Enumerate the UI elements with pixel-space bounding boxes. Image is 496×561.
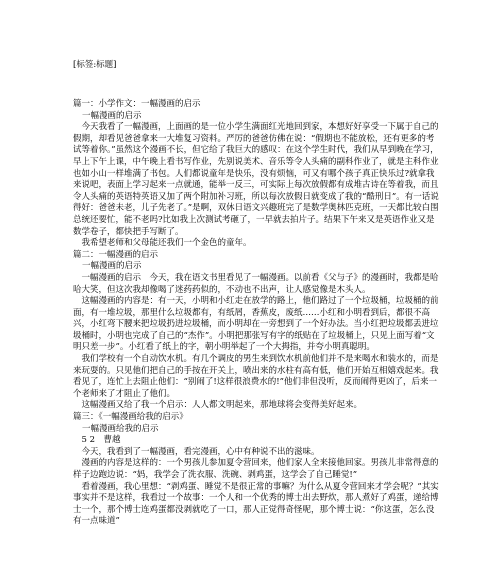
article-body <box>73 99 439 528</box>
section-subtitle: 一幅漫画的启示 <box>82 110 142 121</box>
paragraph: 今天我看了一幅漫画，上面画的是一位小学生满面红光地回到家，本想好好享受一下属于自己的假期，却看见爸爸拿来一大堆复习资料。严厉的爸爸仿佛在说：“假期也不能放松，还有更多的考试等着你。”虽然这个漫画不长，但它给了我巨大的感叹：在这个学生时代，我们从早到晚在学习，早上下午上课，中午晚上看书写作业，先别说美术、音乐等令人头痛的副科作业了，就是主科作业也如小山一样堆满了书包。人们都说童年是快乐，没有烦恼，可又有哪个孩子真正快乐过?就拿我来说吧，表面上学习起来一点就通，能举一反三，可实际上每次放假都有成堆古诗在等着我，而且令人头痛的英语特英语又加了两个附加补习班，所以每次放假日就变成了我的“酷刑日”。有一话说得好：爸爸未老，儿子先老了。”是啊，双休日语文兴趣班完了是数学奥林匹克班，一天都比较白围总统还要忙，能不老吗?比如我上次测试考砸了，一早就去拍片子。结果下午来又是英语作业又是数学卷子，都快把手写断了。 <box>73 122 439 237</box>
section-heading: 篇三：《一幅漫画给我的启示》 <box>73 412 188 423</box>
paragraph: 5 2 曹越 <box>73 435 121 446</box>
section-subtitle: 一幅漫画的启示 <box>82 261 142 272</box>
paragraph: 看着漫画，我心里想：“剥鸡蛋、睡觉不是很正常的事嘛？为什么从夏令营回来才学会呢？”其实事实并不是这样，我看过一个故事：一个人和一个优秀的博士出去野炊，那人煮好了鸡蛋，递给博士一个，那个博士连鸡蛋都没剥就吃了一口，那人正觉得奇怪呢，那个博士说：“你这蛋，怎么没有一点味道” <box>73 481 439 527</box>
paragraph: 这幅漫画的内容是：有一天，小明和小红走在放学的路上，他们路过了一个垃圾桶，垃圾桶的前面，有一堆垃圾，那里什么垃圾都有，有纸屑，香蕉皮，废纸……小红和小明看到后，都很不高兴，小红弯下腰来把垃圾扔进垃圾桶，而小明却在一旁想到了一个好办法。当小红把垃圾都丢进垃圾桶时，小明也完成了自己的“杰作”。小明把那张写有字的纸贴在了垃圾桶上，只见上面写着“文明只差一步”。小红看了纸上的字，朝小明举起了一个大拇指，并夸小明真聪明。 <box>73 296 439 353</box>
paragraph: 我们学校有一个自动饮水机。有几个调皮的男生来到饮水机前他们并不是来喝水和装水的，而是来玩耍的。只见他们把自己的手按在开关上，喷出来的水柱有高有低，他们开始互相嬉戏起来。我看见了，连忙上去阻止他们：“别闹了!这样很浪费水的!”他们非但没听，反而闹得更凶了，后来一个老师来了才阻止了他们。 <box>73 354 439 399</box>
paragraph: 漫画的内容是这样的：一个男孩儿参加夏令营回来，他们家人全来接他回家。男孩儿非常得意的样子边跑边说：“妈，我学会了洗衣服、洗碗、剥鸡蛋，这学会了自己睡觉!” <box>73 458 439 480</box>
paragraph: 一幅漫画的启示 今天，我在语文书里看见了一幅漫画。以前看《父与子》的漫画时，我都是哈哈大笑，但这次我却像喝了迷药药似的，不动也不出声，让人感觉像是木头人。 <box>73 272 439 295</box>
paragraph: 我希望老师和父母能还我们一个金色的童年。 <box>73 238 252 249</box>
section-subtitle: 一幅漫画给我的启示 <box>82 423 159 434</box>
section-heading: 篇一：小学作文：一幅漫画的启示 <box>73 99 201 109</box>
section-heading: 篇二：一幅漫画的启示 <box>73 249 159 260</box>
paragraph: 今天，我看到了一幅漫画，看完漫画，心中有种说不出的滋味。 <box>73 446 320 457</box>
paragraph: 这幅漫画又给了我一个启示：人人都文明起来，那地球将会变得美好起来。 <box>73 400 363 411</box>
tag-label: [标签:标题] <box>73 60 117 70</box>
